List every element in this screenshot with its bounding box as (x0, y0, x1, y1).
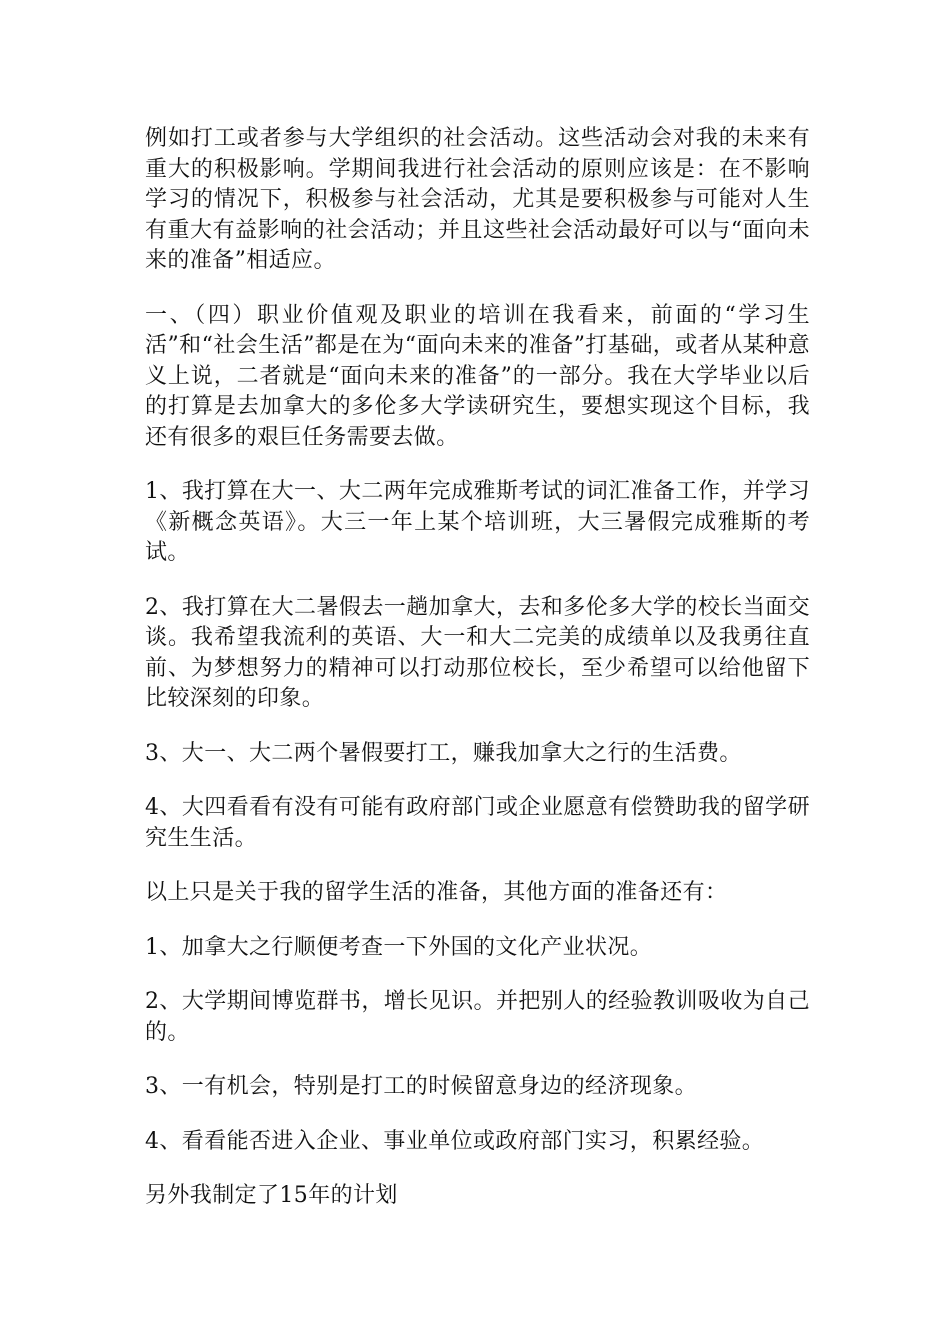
paragraph-other-item-3: 3、一有机会，特别是打工的时候留意身边的经济现象。 (145, 1074, 697, 1099)
paragraph-other-item-4: 4、看看能否进入企业、事业单位或政府部门实习，积累经验。 (145, 1128, 765, 1154)
paragraph-other-item-1: 1、加拿大之行顺便考查一下外国的文化产业状况。 (145, 934, 653, 960)
document-body (145, 124, 810, 1236)
paragraph-other-preparations: 以上只是关于我的留学生活的准备，其他方面的准备还有： (145, 880, 728, 905)
paragraph-plan-item-2: 2、我打算在大二暑假去一趟加拿大，去和多伦多大学的校长当面交谈。我希望我流利的英语、大一和大二完美的成绩单以及我勇往直前、为梦想努力的精神可以打动那位校长，至少希望可以给他留下比较深刻的印象。 (145, 594, 810, 711)
paragraph-career-values: 一、（四）职业价值观及职业的培训在我看来，前面的“学习生活”和“社会生活”都是在为“面向未来的准备”打基础，或者从某种意义上说，二者就是“面向未来的准备”的一部分。我在大学毕业以后的打算是去加拿大的多伦多大学读研究生，要想实现这个目标，我还有很多的艰巨任务需要去做。 (145, 302, 810, 450)
paragraph-plan-item-1: 1、我打算在大一、大二两年完成雅斯考试的词汇准备工作，并学习《新概念英语》。大三一年上某个培训班，大三暑假完成雅斯的考试。 (145, 479, 810, 565)
paragraph-plan-item-3: 3、大一、大二两个暑假要打工，赚我加拿大之行的生活费。 (145, 740, 742, 766)
paragraph-social-activities: 例如打工或者参与大学组织的社会活动。这些活动会对我的未来有重大的积极影响。学期间我进行社会活动的原则应该是：在不影响学习的情况下，积极参与社会活动，尤其是要积极参与可能对人生有重大有益影响的社会活动；并且这些社会活动最好可以与“面向未来的准备”相适应。 (145, 126, 810, 273)
paragraph-plan-item-4: 4、大四看看有没有可能有政府部门或企业愿意有偿赞助我的留学研究生生活。 (145, 795, 810, 851)
paragraph-other-item-2: 2、大学期间博览群书，增长见识。并把别人的经验教训吸收为自己的。 (145, 989, 810, 1045)
paragraph-15-year-plan: 另外我制定了15年的计划 (145, 1183, 398, 1208)
